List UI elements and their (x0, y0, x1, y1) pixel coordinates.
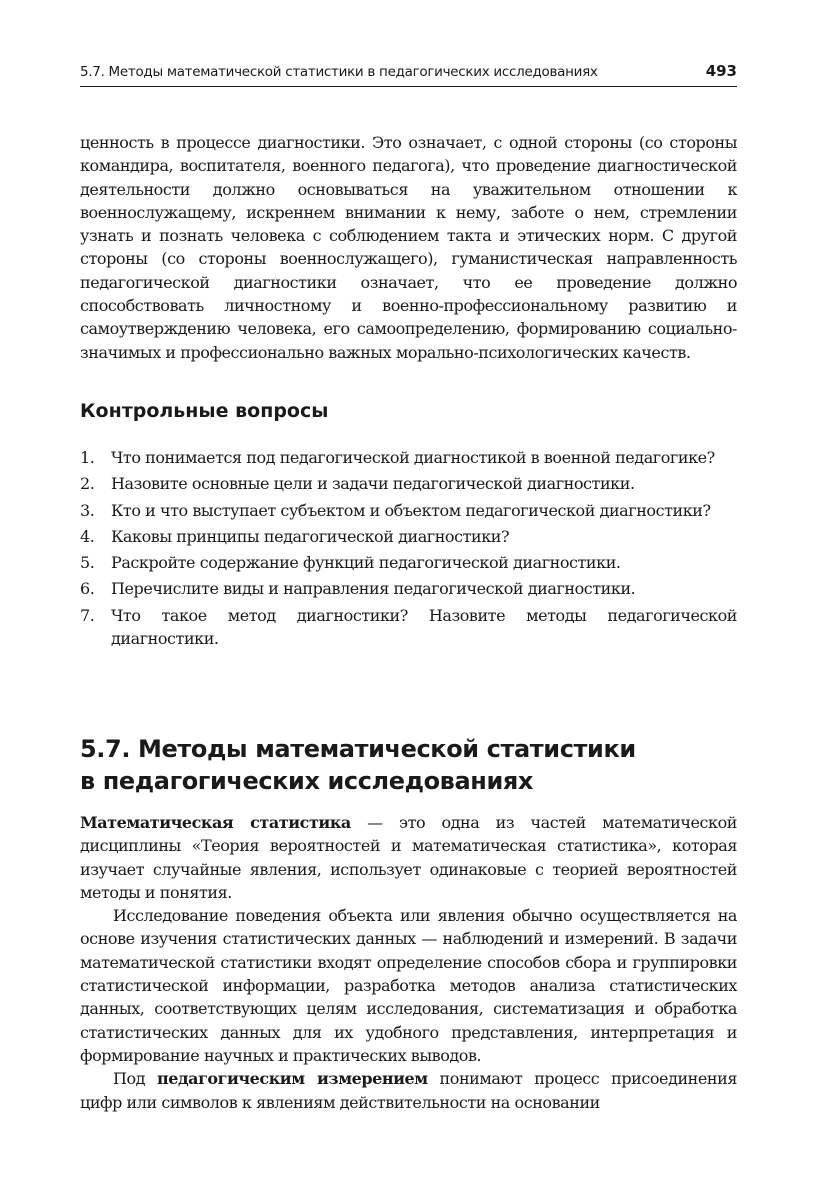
section-paragraph-2: Исследование поведения объекта или явления обычно осуществляется на основе изучения статистических данных — наблюдений и измерений. В задачи математической статистики входят определение способов сбора и группировки статистической информации, разработка методов анализа статистических данных, соответствующих целям исследования, систематизация и обработка статистических данных для их удобного представления, интерпретация и формирование научных и практических выводов. (80, 906, 737, 1065)
section-title-line-2: в педагогических исследованиях (80, 767, 533, 795)
term-math-statistics: Математическая статистика (80, 813, 351, 832)
questions-heading: Контрольные вопросы (80, 400, 329, 422)
question-number: 5. (80, 553, 95, 573)
section-title (80, 733, 737, 797)
question-number: 7. (80, 605, 95, 625)
intro-paragraph: ценность в процессе диагностики. Это означает, с одной стороны (со стороны командира, воспитателя, военного педагога), что проведение диагностической деятельности должно основываться на уважительном отношении к военнослужащему, искреннем внимании к нему, заботе о нем, стремлении узнать и познать человека с соблюдением такта и этических норм. С другой стороны (со стороны военнослужащего), гуманистическая направленность педагогической диагностики означает, что ее проведение должно способствовать личностному и военно-профессиональному развитию и самоутверждению человека, его самоопределению, формированию социально-значимых и профессионально важных морально-психологических качеств. (80, 133, 737, 362)
question-text: Перечислите виды и направления педагогической диагностики. (111, 579, 636, 599)
question-text: Что такое метод диагностики? Назовите методы педагогической диагностики. (111, 605, 737, 649)
question-item (80, 499, 737, 522)
running-header (80, 62, 737, 87)
question-number: 2. (80, 474, 95, 494)
question-text: Каковы принципы педагогической диагностики? (111, 526, 510, 546)
intro-paragraph-block (80, 131, 737, 364)
section-paragraph-3 (80, 1067, 737, 1114)
paragraph-3-text: понимают процесс присоединения цифр или символов к явлениям действительности на основании (80, 1069, 737, 1112)
question-text: Что понимается под педагогической диагностикой в военной педагогике? (111, 448, 715, 467)
section-title-line-1: 5.7. Методы математической статистики (80, 735, 636, 763)
questions-list (80, 446, 737, 653)
question-item (80, 472, 737, 495)
section-body (80, 811, 737, 1114)
question-text: Назовите основные цели и задачи педагогической диагностики. (111, 474, 635, 494)
question-text: Раскройте содержание функций педагогической диагностики. (111, 553, 621, 573)
question-item (80, 446, 737, 469)
question-item (80, 551, 737, 574)
page-number: 493 (705, 62, 737, 80)
question-number: 3. (80, 500, 95, 520)
question-number: 6. (80, 579, 95, 599)
question-number: 1. (80, 448, 95, 467)
question-number: 4. (80, 526, 95, 546)
question-item (80, 604, 737, 651)
section-paragraph-1 (80, 811, 737, 904)
paragraph-3-lead: Под (113, 1069, 157, 1089)
paragraph-1-text: — это одна из частей математической дисциплины «Теория вероятностей и математическая статистика», которая изучает случайные явления, использует одинаковые с теорией вероятностей методы и понятия. (80, 813, 737, 902)
term-pedagogical-measurement: педагогическим измерением (156, 1069, 428, 1089)
running-title: 5.7. Методы математической статистики в педагогических исследованиях (80, 64, 598, 80)
question-item (80, 525, 737, 548)
question-item (80, 577, 737, 600)
question-text: Кто и что выступает субъектом и объектом педагогической диагностики? (111, 500, 711, 520)
